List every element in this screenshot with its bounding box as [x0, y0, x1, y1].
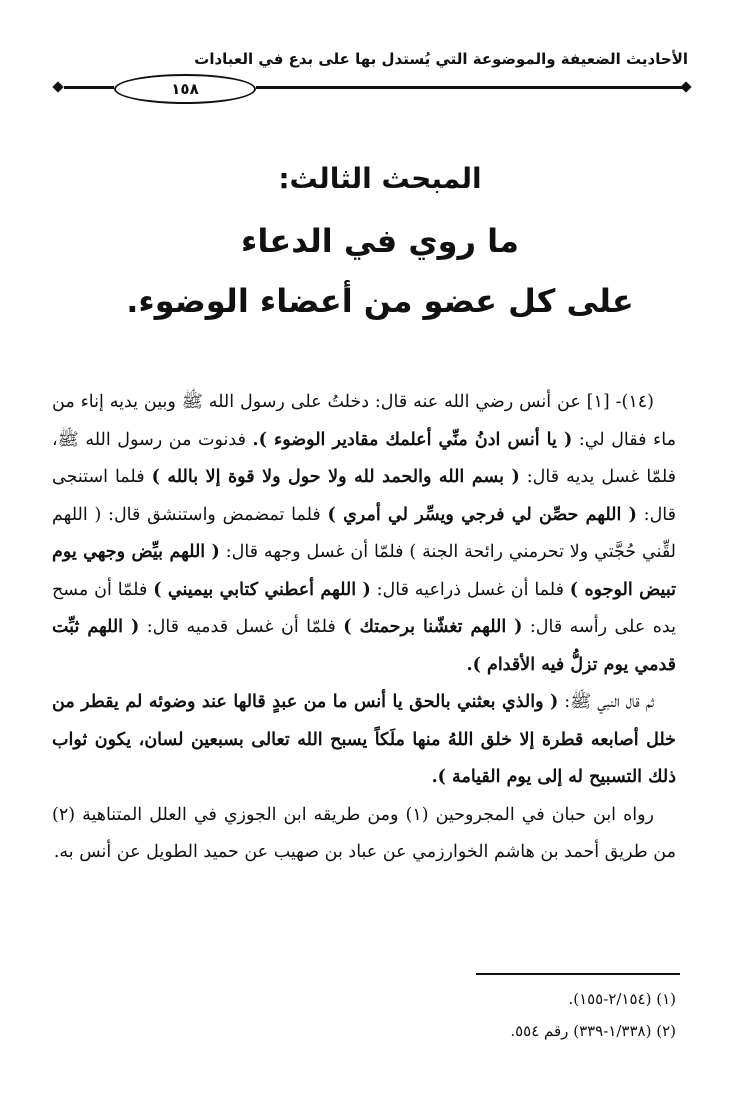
body-text [52, 384, 676, 872]
supplication: ( اللهم لقِّني حُجَّتي ولا تحرمني رائحة الجنة ) [52, 504, 677, 562]
diamond-ornament-left-icon [52, 81, 63, 92]
page-number: ١٥٨ [114, 74, 256, 104]
narration-text: فلمّا أن غسل وجهه قال: [219, 542, 410, 562]
supplication: ( اللهم تغشّنا برحمتك ) [343, 617, 523, 637]
source-paragraph: رواه ابن حبان في المجروحين (١) ومن طريقه ابن الجوزي في العلل المتناهية (٢) من طريق أحمد بن هاشم الخوارزمي عن عباد بن صهيب عن حميد الطويل عن أنس به. [52, 804, 676, 862]
header-title: الأحاديث الضعيفة والموضوعة التي يُستدل بها على بدع في العبادات [194, 50, 688, 68]
supplication: ( بسم الله والحمد لله ولا حول ولا قوة إلا بالله ) [151, 467, 520, 487]
footnotes [52, 983, 676, 1047]
supplication: ( اللهم بيِّض وجهي يوم تبيض الوجوه ) [52, 542, 676, 600]
prophetic-quote: ( يا أنس ادنُ منِّي أعلمك مقادير الوضوء ). [252, 429, 573, 450]
footnote-2: (٢) (١/٣٣٨-٣٣٩) رقم ٥٥٤. [510, 1022, 676, 1040]
hadith-paragraph [52, 384, 676, 684]
footnote-divider [476, 973, 680, 975]
supplication: ( اللهم حصِّن لي فرجي ويسِّر لي أمري ) [327, 504, 637, 525]
narration-text: فدنوت من رسول الله ﷺ، فلمّا غسل يديه قال: [52, 429, 676, 487]
narration-text: ثم قال النبي ﷺ: [558, 692, 654, 712]
prophetic-quote: ( والذي بعثني بالحق يا أنس ما من عبدٍ قالها عند وضوئه لم يقطر من خلل أصابعه قطرة إلا خلق اللهُ منها ملَكاً يسبح الله تعالى بسبعين لسان، يكون ثواب ذلك التسبيح له إلى يوم القيامة ). [52, 692, 676, 787]
narration-text: فلمّا أن مسح يده على رأسه قال: [52, 579, 676, 637]
diamond-ornament-right-icon [680, 81, 691, 92]
section-title: المبحث الثالث: [278, 162, 482, 195]
supplication: ( اللهم ثبِّت قدمي يوم تزلُّ فيه الأقدام ). [52, 617, 676, 675]
header-rule-right [256, 86, 684, 89]
narration-text: فلما أن غسل ذراعيه قال: [370, 579, 570, 600]
hadith-continuation [52, 684, 676, 797]
narration-text: فلمّا أن غسل قدميه قال: [139, 617, 344, 637]
footnote-1: (١) (٢/١٥٤-١٥٥). [568, 990, 676, 1008]
narration-text: فلما استنجى قال: [52, 467, 676, 525]
supplication: ( اللهم أعطني كتابي بيميني ) [153, 579, 371, 600]
running-header [48, 50, 688, 98]
header-rule-left [64, 86, 114, 89]
section-subtitle-line1: ما روي في الدعاء [241, 222, 519, 260]
narration-text: فلما تمضمض واستنشق قال: [101, 504, 328, 525]
section-subtitle-line2: على كل عضو من أعضاء الوضوء. [126, 282, 634, 320]
narration-text: (١٤)- [١] عن أنس رضي الله عنه قال: دخلتُ على رسول الله ﷺ وبين يديه إناء من ماء فقال لي: [52, 392, 676, 450]
